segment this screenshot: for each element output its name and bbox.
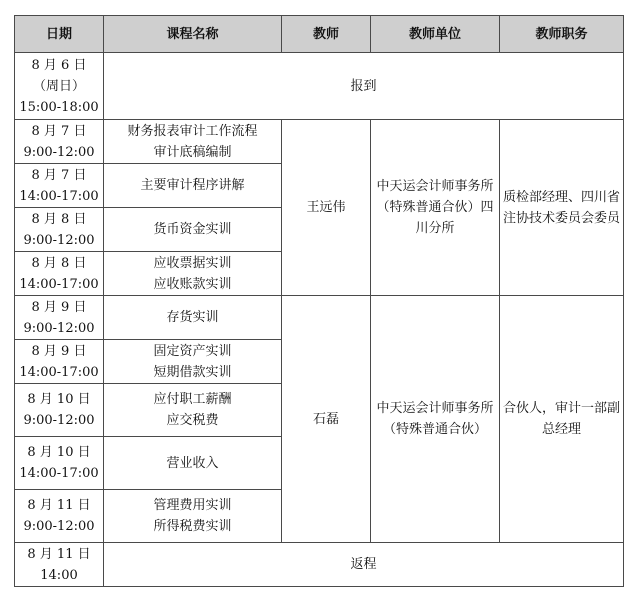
header-date: 日期: [15, 16, 104, 53]
course-cell: 应收票据实训 应收账款实训: [104, 252, 282, 296]
course-cell: 报到: [104, 53, 624, 120]
course-schedule-table: [14, 15, 624, 587]
course-cell: 返程: [104, 543, 624, 587]
course-cell: 财务报表审计工作流程 审计底稿编制: [104, 120, 282, 164]
date-cell: 8 月 8 日 14:00-17:00: [15, 252, 104, 296]
teacher-position-cell: 质检部经理、四川省注协技术委员会委员: [500, 120, 624, 296]
teacher-cell: 王远伟: [282, 120, 371, 296]
table-row: [15, 53, 624, 120]
course-cell: 主要审计程序讲解: [104, 164, 282, 208]
table-header-row: [15, 16, 624, 53]
date-cell: 8 月 10 日 14:00-17:00: [15, 437, 104, 490]
teacher-unit-cell: 中天运会计师事务所（特殊普通合伙）四川分所: [371, 120, 500, 296]
date-cell: 8 月 11 日 9:00-12:00: [15, 490, 104, 543]
course-cell: 存货实训: [104, 296, 282, 340]
course-cell: 营业收入: [104, 437, 282, 490]
table-row: [15, 543, 624, 587]
date-cell: 8 月 9 日 9:00-12:00: [15, 296, 104, 340]
date-cell: 8 月 11 日 14:00: [15, 543, 104, 587]
date-cell: 8 月 6 日 （周日） 15:00-18:00: [15, 53, 104, 120]
teacher-cell: 石磊: [282, 296, 371, 543]
header-course: 课程名称: [104, 16, 282, 53]
course-cell: 应付职工薪酬 应交税费: [104, 384, 282, 437]
course-cell: 固定资产实训 短期借款实训: [104, 340, 282, 384]
date-cell: 8 月 7 日 14:00-17:00: [15, 164, 104, 208]
table-row: [15, 296, 624, 340]
date-cell: 8 月 8 日 9:00-12:00: [15, 208, 104, 252]
course-cell: 货币资金实训: [104, 208, 282, 252]
teacher-position-cell: 合伙人，审计一部副总经理: [500, 296, 624, 543]
date-cell: 8 月 7 日 9:00-12:00: [15, 120, 104, 164]
date-cell: 8 月 10 日 9:00-12:00: [15, 384, 104, 437]
date-cell: 8 月 9 日 14:00-17:00: [15, 340, 104, 384]
header-teacher: 教师: [282, 16, 371, 53]
header-unit: 教师单位: [371, 16, 500, 53]
course-cell: 管理费用实训 所得税费实训: [104, 490, 282, 543]
table-row: [15, 120, 624, 164]
header-position: 教师职务: [500, 16, 624, 53]
teacher-unit-cell: 中天运会计师事务所（特殊普通合伙）: [371, 296, 500, 543]
